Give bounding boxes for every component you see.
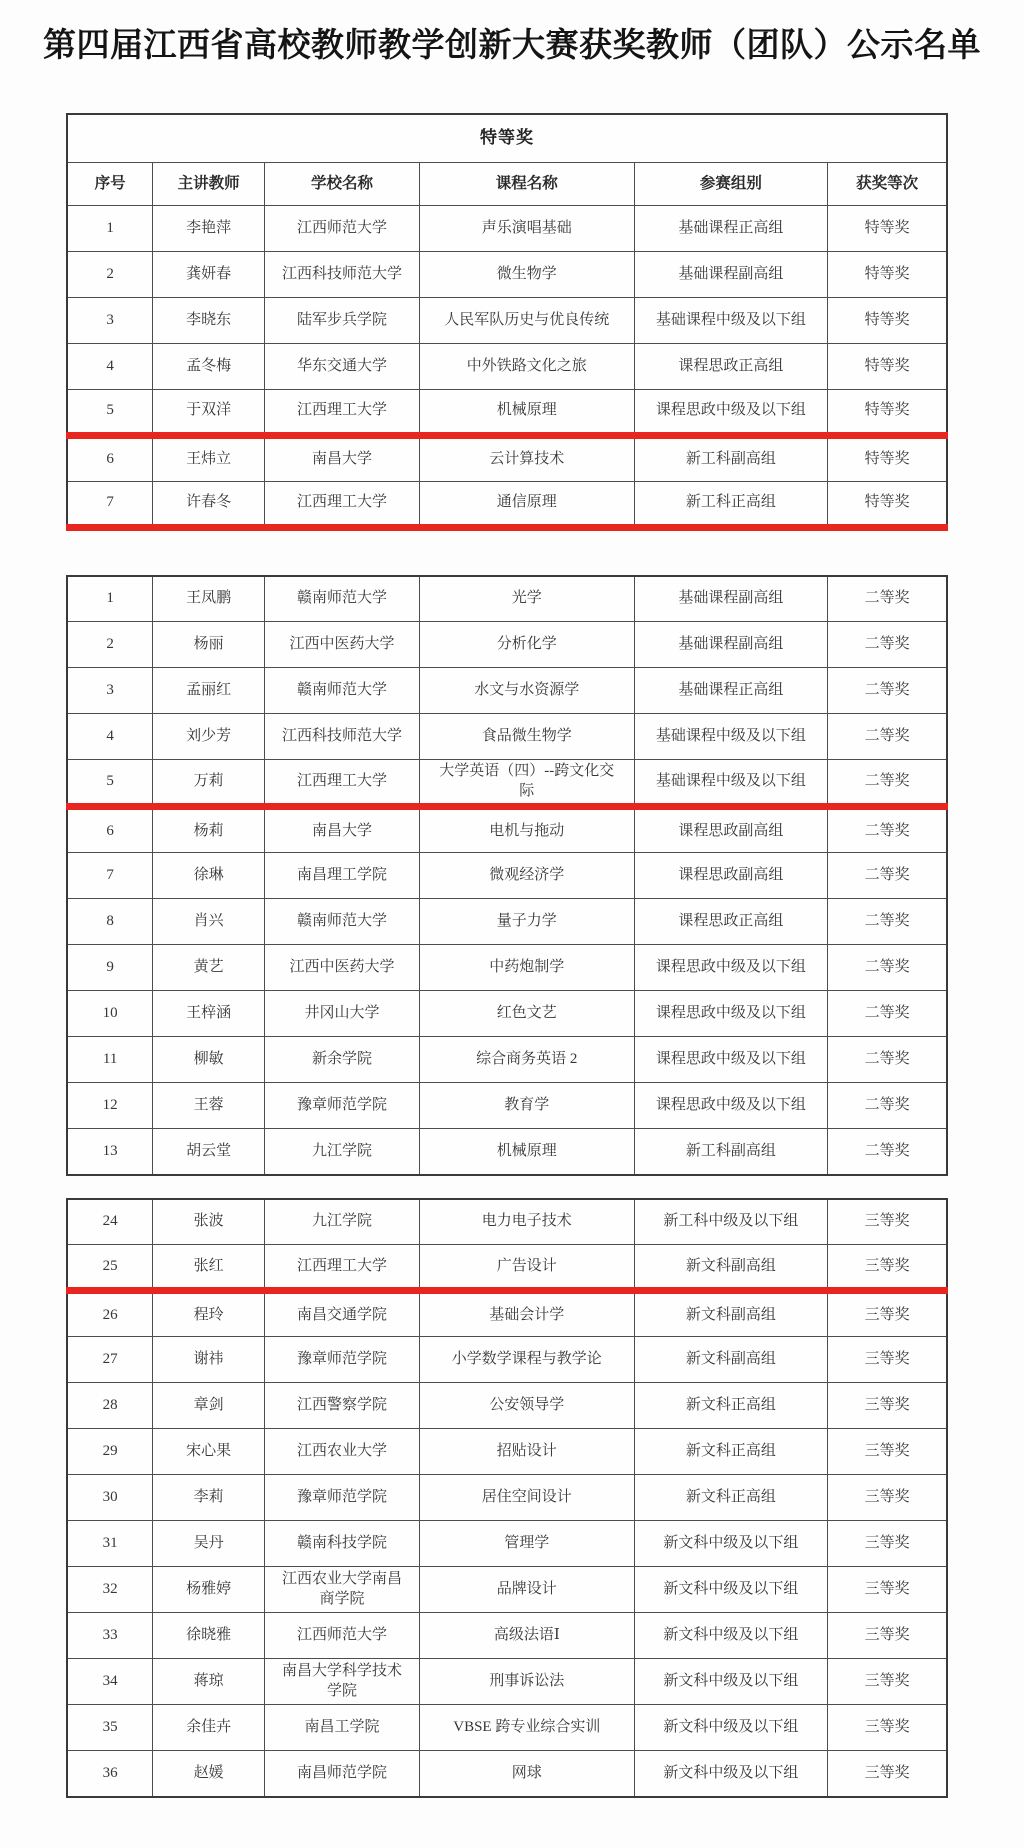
table-row: [67, 945, 947, 991]
table-cell: 新文科正高组: [634, 1475, 828, 1521]
table-cell: 三等奖: [828, 1475, 947, 1521]
table-cell: 高级法语Ⅰ: [419, 1613, 634, 1659]
table-cell: 南昌理工学院: [265, 853, 420, 899]
table-cell: 基础课程中级及以下组: [634, 297, 828, 343]
special-prize-table: [66, 113, 948, 531]
table-cell: 品牌设计: [419, 1567, 634, 1613]
table-cell: 豫章师范学院: [265, 1475, 420, 1521]
table-row: [67, 853, 947, 899]
table-cell: 三等奖: [828, 1751, 947, 1797]
table-cell: 6: [67, 435, 153, 481]
table-cell: 井冈山大学: [265, 991, 420, 1037]
table-cell: 30: [67, 1475, 153, 1521]
table-row: [67, 1521, 947, 1567]
table-cell: 29: [67, 1429, 153, 1475]
table-cell: 小学数学课程与教学论: [419, 1337, 634, 1383]
table-row: [67, 899, 947, 945]
table-cell: 二等奖: [828, 1083, 947, 1129]
table-cell: 4: [67, 714, 153, 760]
table-row: [67, 1567, 947, 1613]
table-cell: 江西理工大学: [265, 389, 420, 435]
table-cell: 新文科副高组: [634, 1245, 828, 1291]
table-cell: 水文与水资源学: [419, 668, 634, 714]
table-cell: 27: [67, 1337, 153, 1383]
table-cell: 中外铁路文化之旅: [419, 343, 634, 389]
table-cell: 课程思政正高组: [634, 343, 828, 389]
second-prize-table: [66, 575, 948, 1176]
table-cell: 胡云堂: [153, 1129, 265, 1175]
table-row: [67, 1751, 947, 1797]
table-cell: 35: [67, 1705, 153, 1751]
table-cell: 三等奖: [828, 1337, 947, 1383]
table-cell: 江西理工大学: [265, 760, 420, 807]
table-cell: 吴丹: [153, 1521, 265, 1567]
table-cell: 于双洋: [153, 389, 265, 435]
table-row: [67, 481, 947, 527]
third-prize-table: [66, 1198, 948, 1798]
table-cell: 李晓东: [153, 297, 265, 343]
table-cell: 二等奖: [828, 807, 947, 853]
table-cell: 三等奖: [828, 1199, 947, 1245]
table-cell: 程玲: [153, 1291, 265, 1337]
table-row: [67, 1475, 947, 1521]
table-cell: 课程思政正高组: [634, 899, 828, 945]
table-cell: 二等奖: [828, 899, 947, 945]
table-cell: 24: [67, 1199, 153, 1245]
table-row: [67, 1613, 947, 1659]
table-cell: 课程思政中级及以下组: [634, 389, 828, 435]
table-cell: 9: [67, 945, 153, 991]
table-cell: 28: [67, 1383, 153, 1429]
table-cell: 特等奖: [828, 343, 947, 389]
table-cell: 许春冬: [153, 481, 265, 527]
table-cell: 王蓉: [153, 1083, 265, 1129]
table-cell: 杨丽: [153, 622, 265, 668]
table-cell: 5: [67, 760, 153, 807]
table-cell: 江西中医药大学: [265, 945, 420, 991]
table-cell: 中药炮制学: [419, 945, 634, 991]
table-cell: 刘少芳: [153, 714, 265, 760]
table-cell: 2: [67, 251, 153, 297]
table-cell: 31: [67, 1521, 153, 1567]
column-header-teacher: 主讲教师: [153, 162, 265, 205]
table-cell: 4: [67, 343, 153, 389]
table-cell: 杨雅婷: [153, 1567, 265, 1613]
table-cell: 课程思政中级及以下组: [634, 991, 828, 1037]
table-row: [67, 1037, 947, 1083]
table-cell: 新工科正高组: [634, 481, 828, 527]
table-cell: 基础课程中级及以下组: [634, 760, 828, 807]
table-cell: 基础会计学: [419, 1291, 634, 1337]
table-cell: 二等奖: [828, 714, 947, 760]
table-cell: 张红: [153, 1245, 265, 1291]
table-cell: 南昌工学院: [265, 1705, 420, 1751]
table-cell: 特等奖: [828, 389, 947, 435]
table-cell: 新余学院: [265, 1037, 420, 1083]
table-cell: 华东交通大学: [265, 343, 420, 389]
table-cell: 江西警察学院: [265, 1383, 420, 1429]
table-cell: 25: [67, 1245, 153, 1291]
table-cell: 基础课程副高组: [634, 622, 828, 668]
table-cell: 三等奖: [828, 1383, 947, 1429]
table-cell: VBSE 跨专业综合实训: [419, 1705, 634, 1751]
table-cell: 32: [67, 1567, 153, 1613]
table-cell: 张波: [153, 1199, 265, 1245]
table-cell: 豫章师范学院: [265, 1337, 420, 1383]
column-header-award: 获奖等次: [828, 162, 947, 205]
table-cell: 综合商务英语 2: [419, 1037, 634, 1083]
table-cell: 管理学: [419, 1521, 634, 1567]
table-row: [67, 807, 947, 853]
table-cell: 广告设计: [419, 1245, 634, 1291]
table-cell: 新工科中级及以下组: [634, 1199, 828, 1245]
table-cell: 九江学院: [265, 1129, 420, 1175]
table-cell: 机械原理: [419, 1129, 634, 1175]
table-cell: 基础课程中级及以下组: [634, 714, 828, 760]
table-cell: 特等奖: [828, 251, 947, 297]
table-cell: 特等奖: [828, 205, 947, 251]
table-row: [67, 991, 947, 1037]
table-row: [67, 1705, 947, 1751]
table-cell: 7: [67, 853, 153, 899]
table-cell: 江西理工大学: [265, 481, 420, 527]
table-cell: 基础课程正高组: [634, 668, 828, 714]
table-cell: 江西科技师范大学: [265, 714, 420, 760]
table-cell: 南昌师范学院: [265, 1751, 420, 1797]
table-cell: 微观经济学: [419, 853, 634, 899]
table-cell: 二等奖: [828, 622, 947, 668]
table-cell: 肖兴: [153, 899, 265, 945]
table-cell: 蒋琼: [153, 1659, 265, 1705]
table-cell: 新文科正高组: [634, 1429, 828, 1475]
table-cell: 新文科中级及以下组: [634, 1659, 828, 1705]
table-cell: 万莉: [153, 760, 265, 807]
table-cell: 1: [67, 205, 153, 251]
table-cell: 居住空间设计: [419, 1475, 634, 1521]
table-cell: 新工科副高组: [634, 1129, 828, 1175]
column-header-school: 学校名称: [265, 162, 420, 205]
table-cell: 光学: [419, 576, 634, 622]
column-header-group: 参赛组别: [634, 162, 828, 205]
table-cell: 二等奖: [828, 760, 947, 807]
table-cell: 新文科正高组: [634, 1383, 828, 1429]
table-cell: 新文科副高组: [634, 1291, 828, 1337]
table-cell: 人民军队历史与优良传统: [419, 297, 634, 343]
table-cell: 1: [67, 576, 153, 622]
table-row: [67, 1337, 947, 1383]
table-cell: 新文科中级及以下组: [634, 1705, 828, 1751]
table-cell: 分析化学: [419, 622, 634, 668]
table-cell: 陆军步兵学院: [265, 297, 420, 343]
column-header-seq: 序号: [67, 162, 153, 205]
table-cell: 10: [67, 991, 153, 1037]
table-cell: 3: [67, 297, 153, 343]
table-cell: 基础课程副高组: [634, 576, 828, 622]
table-cell: 三等奖: [828, 1291, 947, 1337]
table-cell: 微生物学: [419, 251, 634, 297]
table-cell: 三等奖: [828, 1613, 947, 1659]
column-header-course: 课程名称: [419, 162, 634, 205]
table-cell: 龚妍春: [153, 251, 265, 297]
table-row: [67, 297, 947, 343]
table-cell: 三等奖: [828, 1659, 947, 1705]
table-cell: 江西中医药大学: [265, 622, 420, 668]
table-row: [67, 1083, 947, 1129]
table-row: [67, 1429, 947, 1475]
table-cell: 网球: [419, 1751, 634, 1797]
table-cell: 课程思政中级及以下组: [634, 945, 828, 991]
table-row: [67, 1245, 947, 1291]
table-cell: 江西理工大学: [265, 1245, 420, 1291]
table-cell: 余佳卉: [153, 1705, 265, 1751]
table-cell: 36: [67, 1751, 153, 1797]
table-cell: 江西师范大学: [265, 205, 420, 251]
table-row: [67, 668, 947, 714]
page-title: 第四届江西省高校教师教学创新大赛获奖教师（团队）公示名单: [43, 28, 981, 64]
table-cell: 孟丽红: [153, 668, 265, 714]
table-cell: 6: [67, 807, 153, 853]
section-header-row: [67, 114, 947, 162]
table-cell: 11: [67, 1037, 153, 1083]
table-cell: 大学英语（四）--跨文化交际: [419, 760, 634, 807]
table-cell: 赵媛: [153, 1751, 265, 1797]
table-cell: 新文科中级及以下组: [634, 1751, 828, 1797]
table-row: [67, 435, 947, 481]
special-prize-rows: [67, 205, 947, 527]
table-cell: 通信原理: [419, 481, 634, 527]
table-cell: 12: [67, 1083, 153, 1129]
table-cell: 声乐演唱基础: [419, 205, 634, 251]
table-cell: 杨莉: [153, 807, 265, 853]
table-cell: 江西农业大学: [265, 1429, 420, 1475]
table-cell: 量子力学: [419, 899, 634, 945]
table-cell: 孟冬梅: [153, 343, 265, 389]
table-cell: 王凤鹏: [153, 576, 265, 622]
table-cell: 2: [67, 622, 153, 668]
table-cell: 34: [67, 1659, 153, 1705]
table-cell: 特等奖: [828, 435, 947, 481]
table-cell: 三等奖: [828, 1245, 947, 1291]
table-cell: 江西师范大学: [265, 1613, 420, 1659]
table-cell: 赣南科技学院: [265, 1521, 420, 1567]
table-cell: 三等奖: [828, 1567, 947, 1613]
table-cell: 三等奖: [828, 1705, 947, 1751]
table-cell: 7: [67, 481, 153, 527]
table-cell: 特等奖: [828, 297, 947, 343]
table-cell: 徐晓雅: [153, 1613, 265, 1659]
table-cell: 二等奖: [828, 1129, 947, 1175]
section-title: 特等奖: [67, 114, 947, 162]
table-cell: 南昌交通学院: [265, 1291, 420, 1337]
table-cell: 基础课程正高组: [634, 205, 828, 251]
table-cell: 李艳萍: [153, 205, 265, 251]
table-cell: 26: [67, 1291, 153, 1337]
table-cell: 王炜立: [153, 435, 265, 481]
table-row: [67, 576, 947, 622]
table-cell: 云计算技术: [419, 435, 634, 481]
table-cell: 黄艺: [153, 945, 265, 991]
table-cell: 基础课程副高组: [634, 251, 828, 297]
table-cell: 课程思政副高组: [634, 853, 828, 899]
table-cell: 南昌大学: [265, 435, 420, 481]
table-row: [67, 205, 947, 251]
table-cell: 二等奖: [828, 991, 947, 1037]
table-row: [67, 1383, 947, 1429]
table-cell: 宋心果: [153, 1429, 265, 1475]
table-cell: 徐琳: [153, 853, 265, 899]
table-cell: 李莉: [153, 1475, 265, 1521]
table-cell: 招贴设计: [419, 1429, 634, 1475]
table-cell: 王梓涵: [153, 991, 265, 1037]
table-cell: 红色文艺: [419, 991, 634, 1037]
table-cell: 南昌大学: [265, 807, 420, 853]
table-cell: 三等奖: [828, 1429, 947, 1475]
table-cell: 8: [67, 899, 153, 945]
table-row: [67, 1291, 947, 1337]
table-cell: 课程思政中级及以下组: [634, 1037, 828, 1083]
table-row: [67, 714, 947, 760]
table-cell: 新文科中级及以下组: [634, 1521, 828, 1567]
table-cell: 食品微生物学: [419, 714, 634, 760]
table-cell: 二等奖: [828, 945, 947, 991]
table-cell: 13: [67, 1129, 153, 1175]
table-cell: 新文科中级及以下组: [634, 1613, 828, 1659]
table-row: [67, 1199, 947, 1245]
second-prize-rows: [67, 576, 947, 1175]
table-cell: 电力电子技术: [419, 1199, 634, 1245]
table-cell: 赣南师范大学: [265, 668, 420, 714]
table-cell: 5: [67, 389, 153, 435]
table-cell: 二等奖: [828, 668, 947, 714]
table-cell: 3: [67, 668, 153, 714]
table-cell: 新文科中级及以下组: [634, 1567, 828, 1613]
table-row: [67, 622, 947, 668]
table-cell: 九江学院: [265, 1199, 420, 1245]
table-cell: 谢祎: [153, 1337, 265, 1383]
table-row: [67, 343, 947, 389]
table-row: [67, 1129, 947, 1175]
table-row: [67, 1659, 947, 1705]
table-cell: 二等奖: [828, 576, 947, 622]
table-cell: 二等奖: [828, 1037, 947, 1083]
table-cell: 教育学: [419, 1083, 634, 1129]
table-cell: 三等奖: [828, 1521, 947, 1567]
table-cell: 南昌大学科学技术学院: [265, 1659, 420, 1705]
third-prize-rows: [67, 1199, 947, 1797]
table-cell: 柳敏: [153, 1037, 265, 1083]
table-cell: 江西科技师范大学: [265, 251, 420, 297]
table-cell: 章剑: [153, 1383, 265, 1429]
table-cell: 新工科副高组: [634, 435, 828, 481]
table-cell: 电机与拖动: [419, 807, 634, 853]
table-cell: 赣南师范大学: [265, 899, 420, 945]
table-row: [67, 760, 947, 807]
table-cell: 新文科副高组: [634, 1337, 828, 1383]
column-header-row: [67, 162, 947, 205]
table-cell: 课程思政中级及以下组: [634, 1083, 828, 1129]
table-cell: 机械原理: [419, 389, 634, 435]
table-cell: 公安领导学: [419, 1383, 634, 1429]
table-row: [67, 251, 947, 297]
table-cell: 江西农业大学南昌商学院: [265, 1567, 420, 1613]
table-cell: 二等奖: [828, 853, 947, 899]
table-cell: 33: [67, 1613, 153, 1659]
table-row: [67, 389, 947, 435]
table-cell: 特等奖: [828, 481, 947, 527]
table-cell: 赣南师范大学: [265, 576, 420, 622]
table-cell: 豫章师范学院: [265, 1083, 420, 1129]
table-cell: 课程思政副高组: [634, 807, 828, 853]
table-cell: 刑事诉讼法: [419, 1659, 634, 1705]
